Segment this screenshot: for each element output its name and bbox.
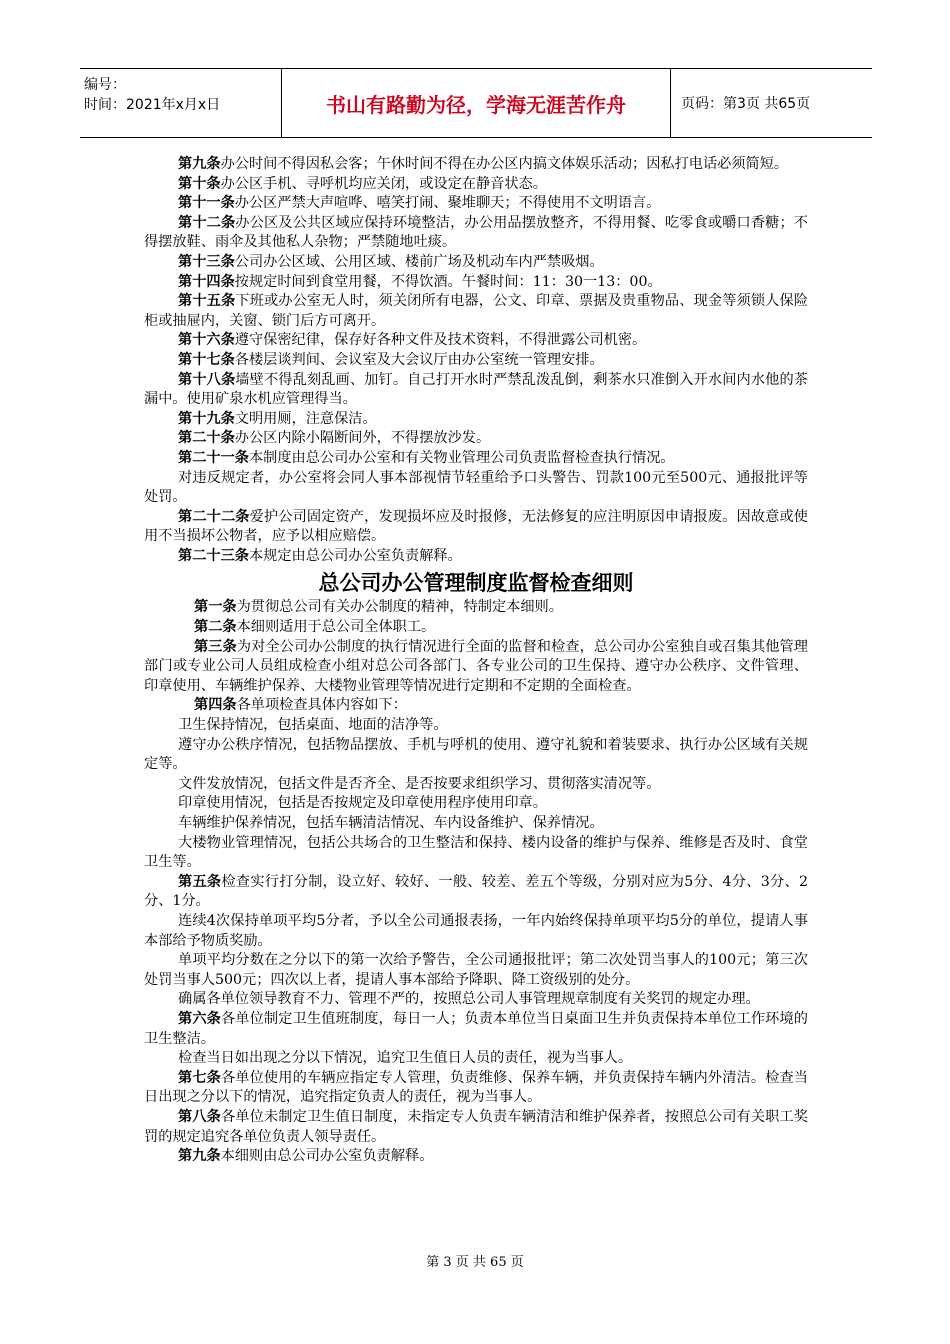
article-number: 第十四条 — [178, 273, 235, 290]
article-number: 第十条 — [178, 175, 221, 192]
article-text: 本制度由总公司办公室和有关物业管理公司负责监督检查执行情况。 — [248, 449, 675, 466]
article-number: 第十七条 — [178, 351, 235, 368]
article-number: 第六条 — [178, 1010, 221, 1027]
document-time-label: 时间：2021年x月x日 — [84, 97, 221, 113]
article-paragraph — [144, 429, 808, 449]
article-text: 墙壁不得乱刻乱画、加钉。自己打开水时严禁乱泼乱倒，剩茶水只准倒入开水间内水他的茶漏中。使用矿泉水机应管理得当。 — [144, 371, 808, 408]
article-paragraph — [144, 410, 808, 430]
article-paragraph — [144, 449, 808, 469]
article-text: 文明用厕，注意保洁。 — [234, 410, 377, 427]
header-motto: 书山有路勤为径，学海无涯苦作舟 — [282, 69, 671, 137]
article-paragraph — [144, 1108, 808, 1147]
article-text: 各单项检查具体内容如下： — [236, 697, 407, 714]
article-paragraph — [144, 547, 808, 567]
article-text: 印章使用情况，包括是否按规定及印章使用程序使用印章。 — [178, 795, 547, 812]
article-number: 第二十二条 — [178, 508, 250, 525]
article-text: 按规定时间到食堂用餐，不得饮酒。午餐时间：11：30一13：00。 — [234, 273, 662, 290]
article-number: 第十二条 — [178, 214, 236, 231]
article-paragraph — [144, 951, 808, 990]
header-page-info: 页码：第3页 共65页 — [681, 96, 811, 112]
article-text: 单项平均分数在之分以下的第一次给予警告，全公司通报批评；第二次处罚当事人的100元；第三次处罚当事人500元；四次以上者，提请人事本部给予降职、降工资级别的处分。 — [144, 952, 808, 988]
article-text: 遵守办公秩序情况，包括物品摆放、手机与呼机的使用、遵守礼貌和着装要求、执行办公区域有关规定等。 — [144, 736, 808, 773]
article-paragraph — [144, 912, 808, 951]
article-text: 下班或办公室无人时，须关闭所有电器，公文、印章、票据及贵重物品、现金等须锁人保险柜或抽屉内，关窗、锁门后方可离开。 — [144, 293, 808, 329]
article-text: 办公时间不得因私会客；午休时间不得在办公区内搞文体娱乐活动；因私打电话必须简短。 — [220, 156, 789, 172]
article-text: 本规定由总公司办公室负责解释。 — [248, 547, 462, 564]
article-number: 第二十一条 — [178, 449, 249, 466]
article-paragraph — [144, 638, 808, 697]
article-text: 办公区内除小隔断间外，不得摆放沙发。 — [234, 430, 491, 447]
article-paragraph — [144, 469, 808, 508]
article-text: 各楼层谈判间、会议室及大会议厅由办公室统一管理安排。 — [234, 351, 604, 368]
regulation-articles — [144, 155, 808, 566]
article-number: 第二十三条 — [178, 547, 249, 564]
article-paragraph — [144, 1069, 808, 1108]
article-paragraph — [144, 175, 808, 195]
article-text: 大楼物业管理情况，包括公共场合的卫生整洁和保持、楼内设备的维护与保养、维修是否及时、食堂卫生等。 — [144, 834, 808, 871]
article-text: 对违反规定者，办公室将会同人事本部视情节轻重给予口头警告、罚款100元至500元、通报批评等处罚。 — [144, 469, 808, 506]
article-number: 第十三条 — [178, 253, 235, 270]
article-paragraph — [144, 990, 808, 1010]
article-paragraph — [144, 273, 808, 293]
article-number: 第三条 — [194, 638, 237, 655]
article-number: 第十一条 — [178, 195, 235, 212]
article-paragraph — [144, 716, 808, 736]
article-number: 第九条 — [178, 1148, 221, 1165]
article-text: 办公区及公共区域应保持环境整洁，办公用品摆放整齐，不得用餐、吃零食或嚼口香糖；不得摆放鞋、雨伞及其他私人杂物；严禁随地吐痰。 — [144, 214, 808, 251]
page-footer: 第 3 页 共 65 页 — [426, 1255, 524, 1270]
article-text: 检查当日如出现之分以下情况，追究卫生值日人员的责任，视为当事人。 — [178, 1050, 633, 1067]
article-paragraph — [144, 598, 808, 618]
article-text: 遵守保密纪律，保存好各种文件及技术资料，不得泄露公司机密。 — [234, 332, 647, 349]
document-number-label: 编号： — [84, 77, 126, 93]
article-text: 确属各单位领导教育不力、管理不严的，按照总公司人事管理规章制度有关奖罚的规定办理。 — [178, 991, 760, 1008]
article-number: 第十五条 — [178, 293, 236, 310]
article-paragraph — [144, 618, 808, 638]
article-text: 办公区手机、寻呼机均应关闭，或设定在静音状态。 — [220, 175, 547, 192]
article-text: 本细则由总公司办公室负责解释。 — [220, 1148, 434, 1165]
article-paragraph — [144, 1049, 808, 1069]
article-number: 第七条 — [178, 1069, 221, 1086]
article-text: 文件发放情况，包括文件是否齐全、是否按要求组织学习、贯彻落实清况等。 — [178, 775, 661, 792]
article-paragraph — [144, 1147, 808, 1167]
header-meta — [80, 69, 282, 137]
article-text: 为贯彻总公司有关办公制度的精神，特制定本细则。 — [236, 599, 563, 616]
article-paragraph — [144, 873, 808, 912]
article-paragraph — [144, 736, 808, 775]
article-text: 公司办公区域、公用区域、楼前广场及机动车内严禁吸烟。 — [234, 253, 604, 270]
article-text: 爱护公司固定资产，发现损坏应及时报修，无法修复的应注明原因申请报废。因故意或使用不当损坏公物者，应予以相应赔偿。 — [144, 508, 808, 545]
article-text: 连续4次保持单项平均5分者，予以全公司通报表扬，一年内始终保持单项平均5分的单位，提请人事本部给予物质奖励。 — [144, 912, 808, 949]
article-text: 办公区严禁大声喧哗、嘻笑打闹、聚堆聊天；不得使用不文明语言。 — [234, 195, 661, 212]
article-paragraph — [144, 371, 808, 410]
article-number: 第十八条 — [178, 371, 236, 388]
article-paragraph — [144, 1010, 808, 1049]
article-number: 第十九条 — [178, 410, 235, 427]
article-paragraph — [144, 351, 808, 371]
article-paragraph — [144, 775, 808, 795]
article-number: 第八条 — [178, 1108, 221, 1125]
page-header — [80, 68, 872, 138]
article-paragraph — [144, 194, 808, 214]
article-text: 各单位使用的车辆应指定专人管理，负责维修、保养车辆，并负责保持车辆内外清洁。检查当日出现之分以下的情况，追究指定负责人的责任，视为当事人。 — [144, 1069, 808, 1106]
article-paragraph — [144, 508, 808, 547]
article-number: 第十六条 — [178, 332, 235, 349]
article-paragraph — [144, 214, 808, 253]
article-text: 检查实行打分制，设立好、较好、一般、较差、差五个等级，分别对应为5分、4分、3分、2分、1分。 — [144, 873, 808, 910]
article-paragraph — [144, 834, 808, 873]
article-number: 第四条 — [194, 697, 237, 714]
article-number: 第二条 — [194, 619, 237, 636]
section-title: 总公司办公管理制度监督检查细则 — [318, 571, 634, 596]
article-number: 第二十条 — [178, 430, 235, 447]
article-text: 各单位制定卫生值班制度，每日一人；负责本单位当日桌面卫生并负责保持本单位工作环境的卫生整洁。 — [144, 1010, 808, 1047]
article-text: 各单位未制定卫生值日制度，未指定专人负责车辆清洁和维护保养者，按照总公司有关职工奖罚的规定追究各单位负责人领导责任。 — [144, 1108, 808, 1145]
article-number: 第五条 — [178, 873, 222, 890]
article-paragraph — [144, 253, 808, 273]
article-text: 本细则适用于总公司全体职工。 — [236, 619, 436, 636]
inspection-articles — [144, 598, 808, 1166]
document-body — [144, 155, 808, 1167]
article-paragraph — [144, 696, 808, 716]
article-text: 车辆维护保养情况，包括车辆清洁情况、车内设备维护、保养情况。 — [178, 815, 604, 831]
article-text: 卫生保持情况，包括桌面、地面的洁净等。 — [178, 717, 448, 734]
article-paragraph — [144, 155, 808, 175]
article-text: 为对全公司办公制度的执行情况进行全面的监督和检查，总公司办公室独自或召集其他管理部门或专业公司人员组成检查小组对总公司各部门、各专业公司的卫生保持、遵守办公秩序、文件管理、印章使用、车辆维护保养、大楼物业管理等情况进行定期和不定期的全面检查。 — [144, 638, 808, 694]
article-paragraph — [144, 331, 808, 351]
article-paragraph — [144, 814, 808, 834]
article-paragraph — [144, 292, 808, 331]
article-paragraph — [144, 794, 808, 814]
article-number: 第九条 — [178, 156, 221, 172]
article-number: 第一条 — [194, 599, 237, 616]
